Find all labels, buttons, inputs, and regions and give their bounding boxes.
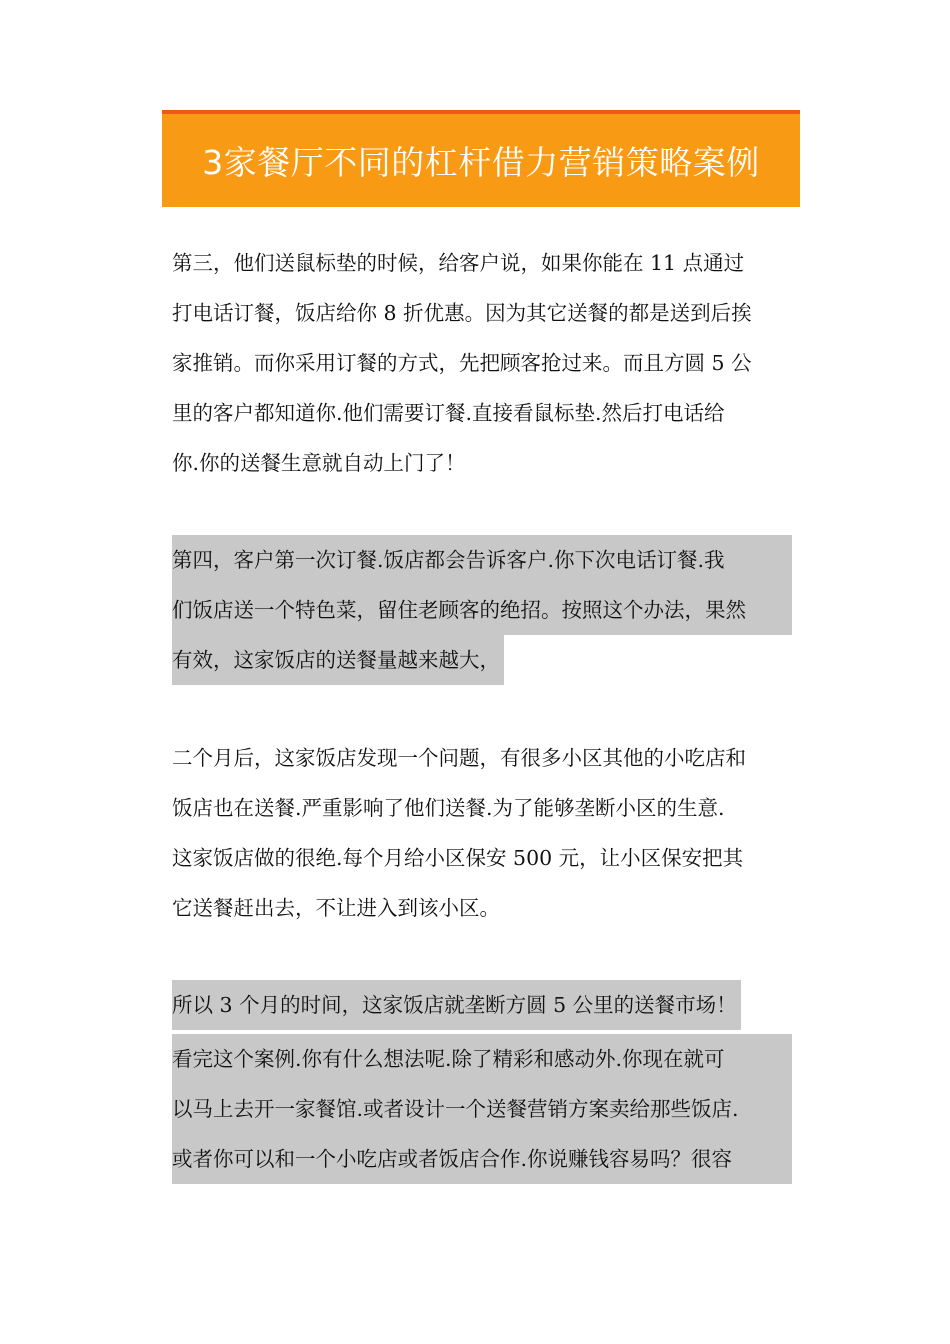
highlighted-line: 有效，这家饭店的送餐量越来越大，	[172, 635, 504, 685]
highlighted-line: 们饭店送一个特色菜，留住老顾客的绝招。按照这个办法，果然	[172, 585, 792, 635]
highlighted-line: 看完这个案例.你有什么想法呢.除了精彩和感动外.你现在就可	[172, 1034, 792, 1084]
paragraph-fourth-highlighted	[172, 535, 792, 689]
page-title: 3家餐厅不同的杠杆借力营销策略案例	[202, 143, 760, 182]
text-line: 饭店也在送餐.严重影响了他们送餐.为了能够垄断小区的生意.	[172, 796, 725, 820]
highlighted-line: 或者你可以和一个小吃店或者饭店合作.你说赚钱容易吗？很容	[172, 1134, 792, 1184]
text-line: 里的客户都知道你.他们需要订餐.直接看鼠标垫.然后打电话给	[172, 401, 725, 425]
text-line: 这家饭店做的很绝.每个月给小区保安 500 元，让小区保安把其	[172, 846, 744, 870]
text-line: 打电话订餐，饭店给你 8 折优惠。因为其它送餐的都是送到后挨	[172, 301, 752, 325]
highlighted-line: 第四，客户第一次订餐.饭店都会告诉客户.你下次电话订餐.我	[172, 535, 792, 585]
text-line: 二个月后，这家饭店发现一个问题，有很多小区其他的小吃店和	[172, 746, 746, 770]
title-banner	[162, 110, 800, 207]
text-line: 家推销。而你采用订餐的方式，先把顾客抢过来。而且方圆 5 公	[172, 351, 752, 375]
paragraph-conclusion-highlighted	[172, 980, 792, 1184]
text-line: 你.你的送餐生意就自动上门了！	[172, 451, 466, 475]
paragraph-two-months	[172, 733, 792, 933]
text-line: 第三，他们送鼠标垫的时候，给客户说，如果你能在 11 点通过	[172, 251, 745, 275]
paragraph-third	[172, 238, 792, 488]
highlighted-line: 以马上去开一家餐馆.或者设计一个送餐营销方案卖给那些饭店.	[172, 1084, 792, 1134]
highlighted-line: 所以 3 个月的时间，这家饭店就垄断方圆 5 公里的送餐市场！	[172, 980, 741, 1030]
text-line: 它送餐赶出去，不让进入到该小区。	[172, 896, 500, 920]
